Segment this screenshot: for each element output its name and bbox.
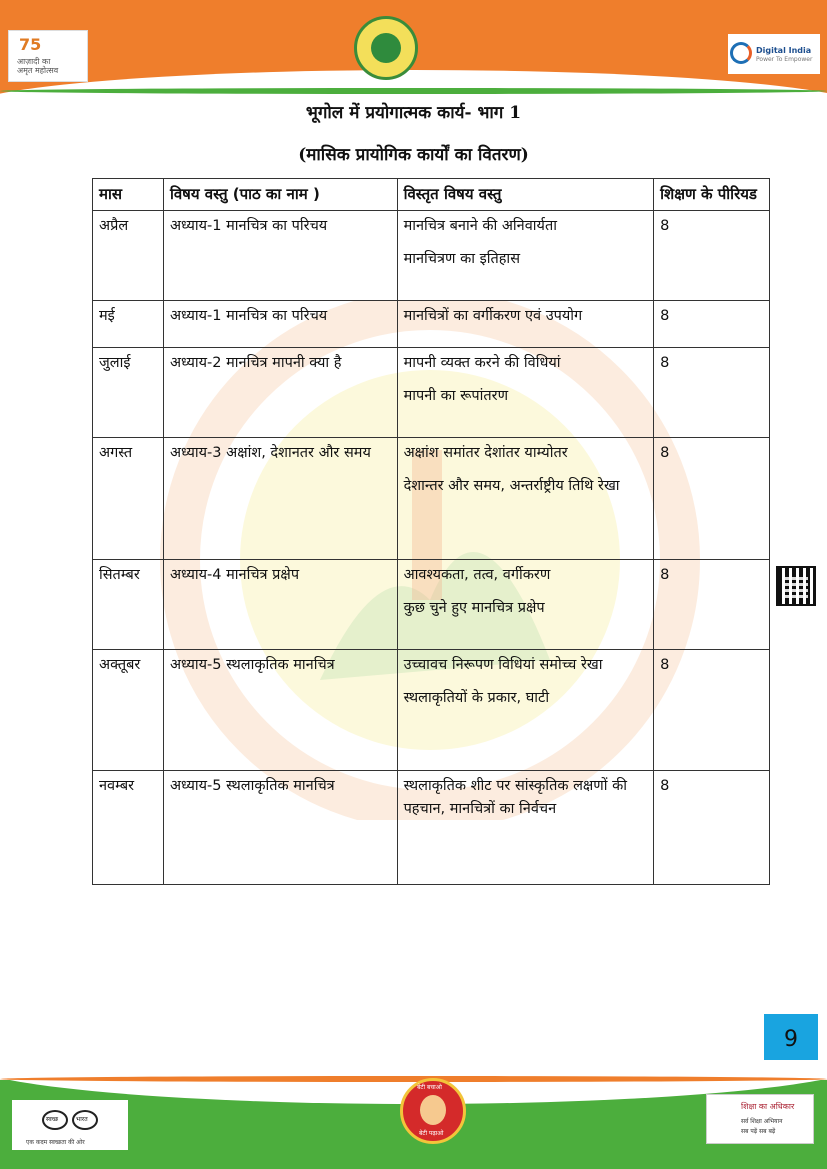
table-row	[93, 771, 770, 885]
table-row	[93, 301, 770, 348]
cell-periods: 8	[654, 650, 770, 771]
cell-periods: 8	[654, 348, 770, 438]
page-subtitle: (मासिक प्रायोगिक कार्यों का वितरण)	[298, 145, 529, 165]
table-header-row	[93, 179, 770, 211]
cell-details: उच्चावच निरूपण विधियां समोच्च रेखा स्थलाकृतियों के प्रकार, घाटी	[397, 650, 654, 771]
cell-month: जुलाई	[93, 348, 164, 438]
header-month: मास	[93, 179, 164, 211]
header-topic: विषय वस्तु (पाठ का नाम )	[163, 179, 397, 211]
monthly-practical-table	[92, 178, 770, 885]
cell-periods: 8	[654, 438, 770, 560]
table-row	[93, 211, 770, 301]
shiksha-ka-adhikar-logo: शिक्षा का अधिकार सर्व शिक्षा अभियान सब पढ़ें सब बढ़ें	[706, 1094, 814, 1144]
cell-details: मानचित्रों का वर्गीकरण एवं उपयोग	[397, 301, 654, 348]
page-number: 9	[764, 1014, 818, 1064]
cell-details: मापनी व्यक्त करने की विधियां मापनी का रूपांतरण	[397, 348, 654, 438]
cell-details: अक्षांश समांतर देशांतर याम्योतर देशान्तर और समय, अन्तर्राष्ट्रीय तिथि रेखा	[397, 438, 654, 560]
cell-details: स्थलाकृतिक शीट पर सांस्कृतिक लक्षणों की पहचान, मानचित्रों का निर्वचन	[397, 771, 654, 885]
table-row	[93, 348, 770, 438]
digital-india-logo: Digital India Power To Empower	[728, 34, 820, 74]
cell-periods: 8	[654, 301, 770, 348]
cell-month: नवम्बर	[93, 771, 164, 885]
header-accent-line	[0, 88, 827, 94]
cell-topic: अध्याय-2 मानचित्र मापनी क्या है	[163, 348, 397, 438]
cell-periods: 8	[654, 560, 770, 650]
school-board-emblem	[354, 16, 418, 80]
cell-month: सितम्बर	[93, 560, 164, 650]
cell-month: अक्तूबर	[93, 650, 164, 771]
swachh-bharat-logo: स्वच्छ भारत एक कदम स्वच्छता की ओर	[12, 1100, 128, 1150]
logo-number: 75	[19, 35, 42, 54]
cell-month: अगस्त	[93, 438, 164, 560]
cell-topic: अध्याय-5 स्थलाकृतिक मानचित्र	[163, 650, 397, 771]
cell-periods: 8	[654, 771, 770, 885]
cell-topic: अध्याय-5 स्थलाकृतिक मानचित्र	[163, 771, 397, 885]
beti-bachao-logo: बेटी बचाओ बेटी पढ़ाओ	[400, 1078, 466, 1144]
cell-topic: अध्याय-4 मानचित्र प्रक्षेप	[163, 560, 397, 650]
cell-details: आवश्यकता, तत्व, वर्गीकरण कुछ चुने हुए मानचित्र प्रक्षेप	[397, 560, 654, 650]
footer-accent-line	[0, 1076, 827, 1082]
logo-text: आज़ादी का अमृत महोत्सव	[17, 57, 59, 75]
cell-month: मई	[93, 301, 164, 348]
cell-topic: अध्याय-1 मानचित्र का परिचय	[163, 301, 397, 348]
cell-periods: 8	[654, 211, 770, 301]
cell-topic: अध्याय-1 मानचित्र का परिचय	[163, 211, 397, 301]
header-periods: शिक्षण के पीरियड	[654, 179, 770, 211]
page-title: भूगोल में प्रयोगात्मक कार्य- भाग 1	[305, 103, 522, 123]
table-row	[93, 650, 770, 771]
digital-india-icon	[730, 42, 752, 64]
azadi-amrit-mahotsav-logo	[8, 30, 88, 82]
girl-face-icon	[420, 1095, 446, 1125]
qr-code[interactable]	[776, 566, 816, 606]
header-details: विस्तृत विषय वस्तु	[397, 179, 654, 211]
cell-month: अप्रैल	[93, 211, 164, 301]
table-row	[93, 438, 770, 560]
table-row	[93, 560, 770, 650]
cell-topic: अध्याय-3 अक्षांश, देशानतर और समय	[163, 438, 397, 560]
cell-details: मानचित्र बनाने की अनिवार्यता मानचित्रण का इतिहास	[397, 211, 654, 301]
